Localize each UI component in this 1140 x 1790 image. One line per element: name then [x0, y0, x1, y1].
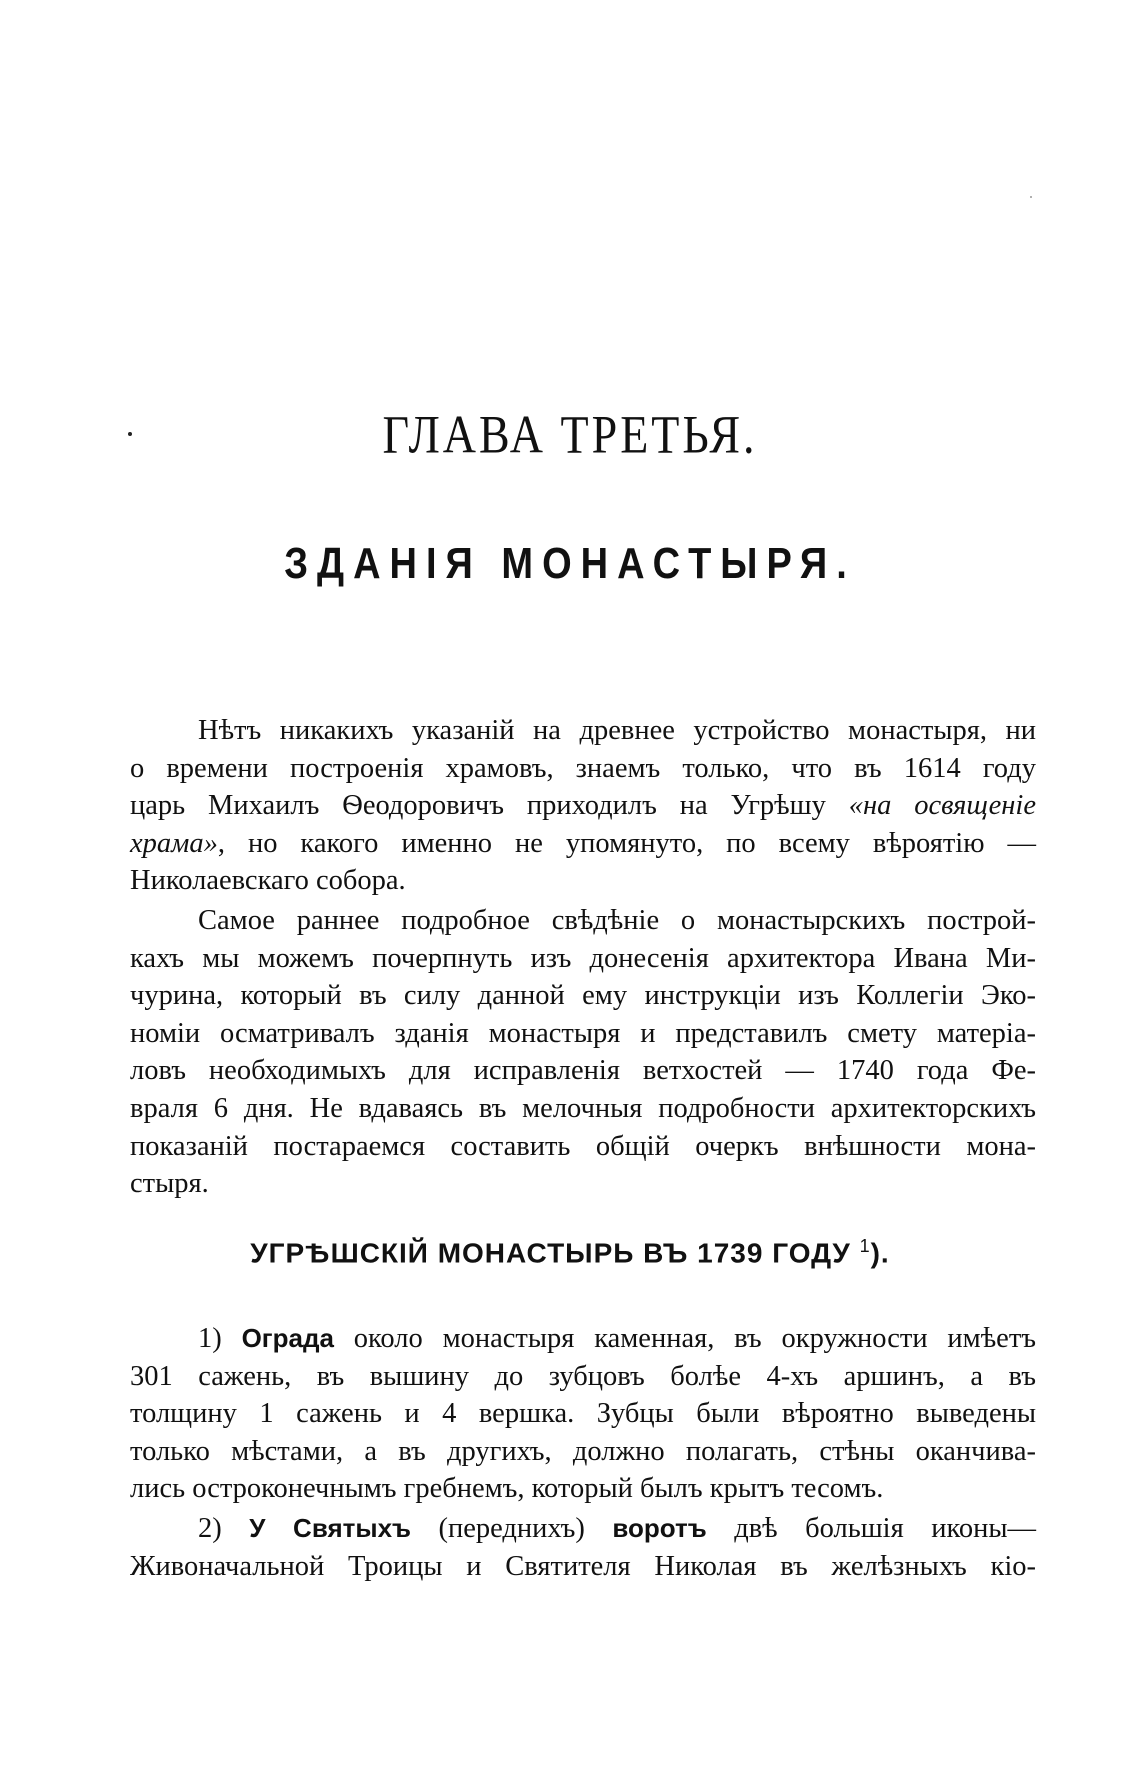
text-line: Нѣтъ никакихъ указаній на древнее устройство монастыря, ни [198, 715, 1036, 746]
item-number: 2) [198, 1513, 222, 1544]
text-line: только мѣстами, а въ другихъ, должно полагать, стѣны оканчива- [130, 1435, 1036, 1467]
text-run: около монастыря каменная, въ окружности имѣетъ [353, 1323, 1037, 1354]
quote-italic: храма» [130, 827, 218, 859]
text-line [130, 787, 1036, 825]
item-term: Ограда [241, 1323, 334, 1353]
text-line: Николаевскаго собора. [130, 865, 406, 897]
section-heading-text: УГРѢШСКІЙ МОНАСТЫРЬ ВЪ 1739 ГОДУ [250, 1237, 851, 1269]
text-line [130, 1510, 1036, 1548]
text-line [130, 825, 1036, 863]
text-line: стыря. [130, 1168, 209, 1200]
footnote-marker: 1 [859, 1236, 871, 1256]
text-line: чурина, который въ силу данной ему инструкціи изъ Коллегіи Эко- [130, 980, 1036, 1012]
item-term: воротъ [612, 1513, 707, 1543]
text-line: номіи осматривалъ зданія монастыря и представилъ смету матеріа- [130, 1017, 1036, 1049]
paragraph-intro-1 [130, 712, 1036, 900]
text-line: кахъ мы можемъ почерпнуть изъ донесенія архитектора Ивана Ми- [130, 942, 1036, 974]
item-term: У Святыхъ [249, 1513, 411, 1543]
item-number: 1) [198, 1323, 222, 1354]
corner-speck [1030, 196, 1032, 198]
text-line: о времени построенія храмовъ, знаемъ только, что въ 1614 году [130, 752, 1036, 784]
text-line: лись остроконечнымъ гребнемъ, который былъ крытъ тесомъ. [130, 1473, 884, 1505]
text-line: Живоначальной Троицы и Святителя Николая въ желѣзныхъ кіо- [130, 1550, 1036, 1582]
section-heading [0, 1236, 1140, 1269]
item-fence [130, 1320, 1036, 1508]
text-line [130, 1320, 1036, 1358]
text-line: толщину 1 сажень и 4 вершка. Зубцы были вѣроятно выведены [130, 1398, 1036, 1430]
text-line: ловъ необходимыхъ для исправленія ветхостей — 1740 года Фе- [130, 1055, 1036, 1087]
quote-italic: «на освященіе [848, 790, 1036, 822]
section-heading-end: ). [870, 1237, 890, 1269]
text-run: царь Михаилъ Ѳеодоровичъ приходилъ на Угрѣшу [130, 790, 826, 822]
text-line: Самое раннее подробное свѣдѣніе о монастырскихъ построй- [198, 905, 1036, 936]
text-run: (переднихъ) [438, 1513, 585, 1544]
text-line: враля 6 дня. Не вдаваясь въ мелочныя подробности архитекторскихъ [130, 1092, 1036, 1124]
chapter-subtitle: ЗДАНІЯ МОНАСТЫРЯ. [284, 540, 856, 589]
text-run: двѣ большія иконы— [734, 1513, 1037, 1544]
text-line: 301 сажень, въ вышину до зубцовъ болѣе 4-хъ аршинъ, а въ [130, 1360, 1036, 1392]
text-run: , но какого именно не упомянуто, по всему вѣроятію — [217, 827, 1036, 859]
chapter-title: ГЛАВА ТРЕТЬЯ. [382, 404, 758, 465]
text-line: показаній постараемся составить общій очеркъ внѣшности мона- [130, 1130, 1036, 1162]
item-gates [130, 1510, 1036, 1585]
paragraph-intro-2 [130, 902, 1036, 1203]
